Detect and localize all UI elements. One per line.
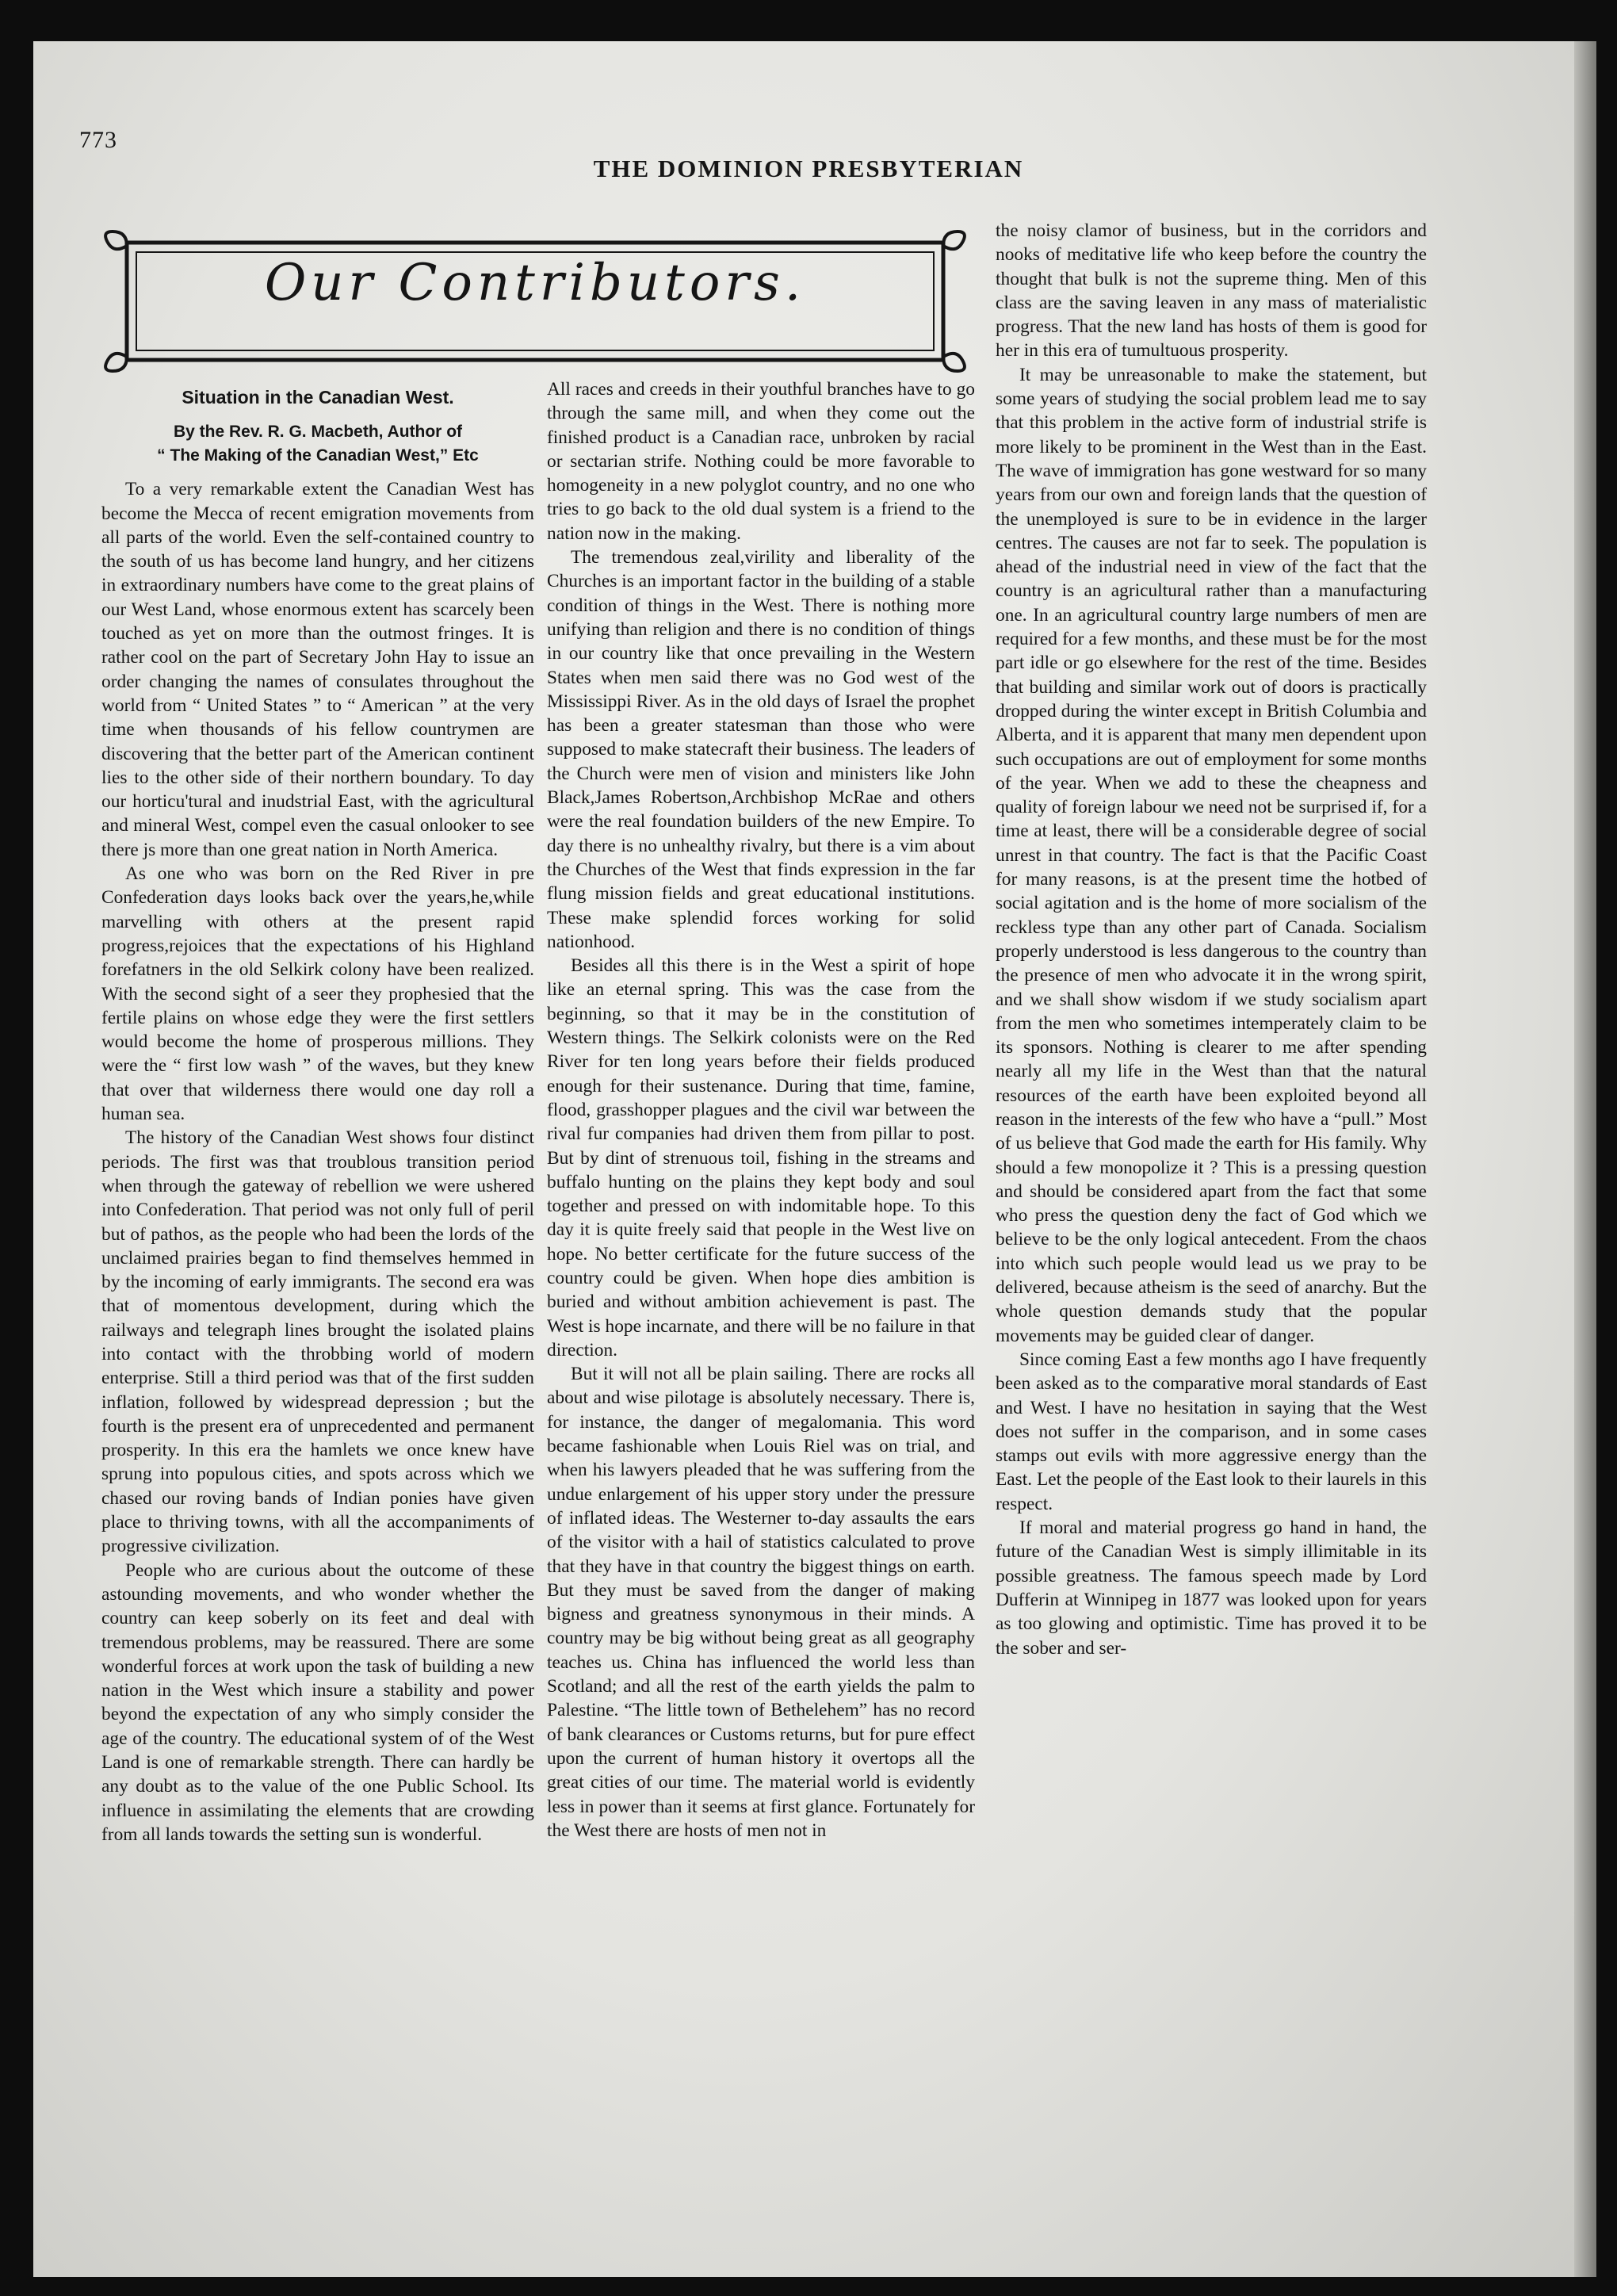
- page-number: 773: [79, 127, 117, 153]
- column-3: [996, 219, 1427, 1660]
- binding-edge: [1574, 41, 1596, 2277]
- paragraph: It may be unreasonable to make the statement, but some years of studying the social problem lead me to say that this problem in the active form of industrial strife is more likely to be prominent in the West than in the East. The wave of immigration has gone westward for so many years from our own and foreign lands that the question of the unemployed is sure to be in evidence in the larger centres. The causes are not far to seek. The population is ahead of the industrial need in view of the fact that the country is an agricultural rather than a manufacturing one. In an agricultural country large numbers of men are required for a few months, and these must be for the most part idle or go elsewhere for the rest of the time. Besides that building and similar work out of doors is practically dropped during the winter except in British Columbia and Alberta, and it is apparent that many men dependent upon such occupations are out of employment for some months of the year. When we add to these the cheapness and quality of foreign labour we need not be surprised if, for a time at least, there will be a considerable degree of social unrest in that country. The fact is that the Pacific Coast for many reasons, is at the present time the hotbed of social agitation and is the home of more socialism of the reckless type than any other part of Canada. Socialism properly understood is less dangerous to the country than the presence of men who advocate it in the wrong spirit, and we shall show wisdom if we study socialism apart from the men who sometimes intemperately claim to be its sponsors. Nothing is clearer to me after spending nearly all my life in the West than that the natural resources of the earth have been exploited beyond all reason in the interests of the few who have a “pull.” Most of us believe that God made the earth for His family. Why should a few monopolize it ? This is a pressing question and should be considered apart from the fact that some who press the question deny the fact of God which we believe to be the only logical antecedent. From the chaos into which such people would lead us we pray to be delivered, because atheism is the seed of anarchy. But the whole question demands study that the popular movements may be guided clear of danger.: [996, 364, 1427, 1346]
- paragraph: the noisy clamor of business, but in the corridors and nooks of meditative life who keep before the country the thought that bulk is not the supreme thing. Men of this class are the saving leaven in any mass of materialistic progress. That the new land has hosts of them is good for her in this era of tumultuous prosperity.: [996, 220, 1427, 362]
- paragraph: The tremendous zeal,virility and liberality of the Churches is an important factor in the building of a stable condition of things in the West. There is nothing more unifying than religion and there is no condition of things in our country like that once prevailing in the Western States when men said there was no God west of the Mississippi River. As in the old days of Israel the prophet has been a greater statesman than those who were supposed to make statecraft their business. The leaders of the Church were men of vision and ministers like John Black,James Robertson,Archbishop McRae and others were the real foundation builders of the new Empire. To day there is no unhealthy rivalry, but there is a vim about the Churches of the West that finds expression in the far flung mission fields and great educational institutions. These make splendid forces working for solid nationhood.: [547, 547, 975, 952]
- paragraph: If moral and material progress go hand in hand, the future of the Canadian West is simply illimitable in its possible greatness. The famous speech made by Lord Dufferin at Winnipeg in 1877 was looked upon for years as too glowing and optimistic. Time has proved it to be the sober and ser-: [996, 1517, 1427, 1659]
- paragraph: People who are curious about the outcome of these astounding movements, and who wonder whether the country can keep soberly on its feet and deal with tremendous problems, may be reassured. There are some wonderful forces at work upon the task of building a new nation in the West which insure a stability and power beyond the expectation of any who simply consider the age of the country. The educational system of of the West Land is one of remarkable strength. There can hardly be any doubt as to the value of the one Public School. Its influence in assimilating the elements that are crowding from all lands towards the setting sun is wonderful.: [101, 1559, 534, 1845]
- article-title: Situation in the Canadian West.: [182, 387, 454, 408]
- section-title: Our Contributors.: [264, 254, 806, 312]
- column-1: [101, 385, 534, 1846]
- paragraph: But it will not all be plain sailing. There are rocks all about and wise pilotage is absolutely necessary. There is, for instance, the danger of megalomania. This word became fashionable when Louis Riel was on trial, and when his lawyers pleaded that he was suffering from the undue enlargement of his upper story under the pressure of inflated ideas. The Westerner to-day assaults the ears of the visitor with a hail of statistics calculated to prove that they have in that country the biggest things on earth. But they must be saved from the danger of making bigness and greatness synonymous in their minds. A country may be big without being great as all geography teaches us. China has influenced the world less than Scotland; and all the rest of the earth yields the palm to Palestine. “The little town of Bethelehem” has no record of bank clearances or Customs returns, but for pure effect upon the current of human history it overtops all the great cities of our time. The material world is evidently less in power than it seems at first glance. Fortunately for the West there are hosts of men not in: [547, 1364, 975, 1841]
- running-head: THE DOMINION PRESBYTERIAN: [593, 155, 1024, 182]
- paragraph: Since coming East a few months ago I have frequently been asked as to the comparative moral standards of East and West. I have no hesitation in saying that the West does not suffer in the comparison, and in some cases stamps out evils with more aggressive energy than the East. Let the people of the East look to their laurels in this respect.: [996, 1349, 1427, 1514]
- paragraph: Besides all this there is in the West a spirit of hope like an eternal spring. This was the case from the beginning, so that it may be in the constitution of Western things. The Selkirk colonists were on the Red River for ten long years before their fields produced enough for their sustenance. During that time, famine, flood, grasshopper plagues and the civil war between the rival fur companies had driven them from pillar to post. But by dint of strenuous toil, fishing in the streams and buffalo hunting on the plains they kept body and soul together and pressed on with indomitable hope. To this day it is quite freely said that people in the West live on hope. No better certificate for the future success of the country could be given. When hope dies ambition is buried and without ambition achievement is past. The West is hope incarnate, and there will be no failure in that direction.: [547, 955, 975, 1360]
- column-2: [547, 377, 975, 1843]
- byline-line-2: “ The Making of the Canadian West,” Etc: [157, 446, 479, 465]
- section-header-frame: [103, 222, 967, 381]
- paragraph: All races and creeds in their youthful branches have to go through the same mill, and when they come out the finished product is a Canadian race, unbroken by racial or sectarian strife. Nothing could be more favorable to homogeneity in a new polyglot country, and no one who tries to go back to the old dual system is a friend to the nation now in the making.: [547, 379, 975, 544]
- paragraph: To a very remarkable extent the Canadian West has become the Mecca of recent emigration movements from all parts of the world. Even the self-contained country to the south of us has become land hungry, and her citizens in extraordinary numbers have come to the great plains of our West Land, whose enormous extent has scarcely been touched as yet on more than the outmost fringes. It is rather cool on the part of Secretary John Hay to issue an order changing the names of consulates throughout the world from “ United States ” to “ American ” at the very time when thousands of his fellow countrymen are discovering that the better part of the American continent lies to the other side of their northern boundary. To day our horticu'tural and inudstrial East, with the agricultural and mineral West, compel even the casual onlooker to see there js more than one great nation in North America.: [101, 479, 534, 860]
- byline-line-1: By the Rev. R. G. Macbeth, Author of: [173, 423, 463, 442]
- paragraph: The history of the Canadian West shows four distinct periods. The first was that troublous transition period when through the gateway of rebellion we were ushered into Confederation. That period was not only full of peril but of pathos, as the people who had been the lords of the unclaimed prairies began to find themselves hemmed in by the incoming of early immigrants. The second era was that of momentous development, during which the railways and telegraph lines brought the isolated plains into contact with the throbbing world of modern enterprise. Still a third period was that of the first sudden inflation, followed by widespread depression ; but the fourth is the present era of unprecedented and permanent prosperity. In this era the hamlets we once knew have sprung into populous cities, and spots across which we chased our roving bands of Indian ponies have given place to thriving towns, with all the accompaniments of progressive civilization.: [101, 1127, 534, 1557]
- paragraph: As one who was born on the Red River in pre Confederation days looks back over the years,he,while marvelling with others at the present rapid progress,rejoices that the expectations of his Highland forefatners in the old Selkirk colony have been realized. With the second sight of a seer they prophesied that the fertile plains on whose edge they were the first settlers would become the home of prosperous millions. They were the “ first low wash ” of the waves, but they knew that over that wilderness there would one day roll a human sea.: [101, 863, 534, 1125]
- article-byline: [101, 420, 534, 468]
